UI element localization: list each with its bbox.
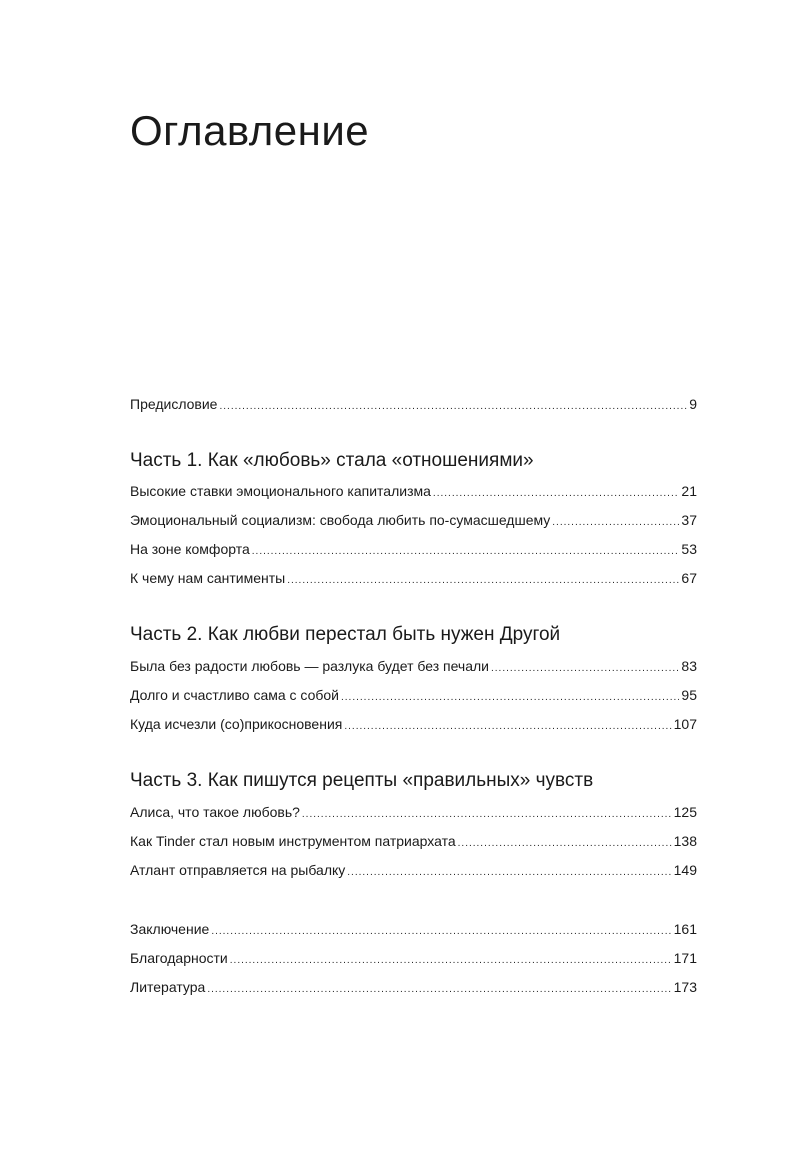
- toc-entry-page: 21: [681, 483, 697, 499]
- toc-entry-page: 83: [681, 658, 697, 674]
- dot-leader: [341, 686, 679, 707]
- toc-entry-title: Куда исчезли (со)прикосновения: [130, 716, 343, 732]
- toc-entry[interactable]: [130, 803, 697, 824]
- dot-leader: [347, 861, 671, 882]
- toc-entry-acknowledgements[interactable]: [130, 949, 697, 970]
- toc-entry-title: Эмоциональный социализм: свобода любить по-сумасшедшему: [130, 512, 551, 528]
- toc-entry-title: Предисловие: [130, 396, 218, 412]
- toc-entry[interactable]: [130, 482, 697, 503]
- toc-entry-page: 171: [673, 950, 697, 966]
- part-3-heading[interactable]: Часть 3. Как пишутся рецепты «правильных» чувств: [130, 770, 594, 791]
- dot-leader: [458, 832, 672, 853]
- toc-entry-title: На зоне комфорта: [130, 541, 250, 557]
- toc-entry-page: 173: [673, 979, 697, 995]
- toc-entry-page: 9: [689, 396, 697, 412]
- toc-entry-bibliography[interactable]: [130, 978, 697, 999]
- dot-leader: [433, 482, 680, 503]
- toc-entry-page: 53: [681, 541, 697, 557]
- toc-entry[interactable]: [130, 832, 697, 853]
- toc-entry-title: Алиса, что такое любовь?: [130, 804, 300, 820]
- dot-leader: [287, 569, 679, 590]
- toc-entry[interactable]: [130, 511, 697, 532]
- toc-entry-title: Благодарности: [130, 950, 228, 966]
- dot-leader: [552, 511, 679, 532]
- toc-entry-page: 138: [673, 833, 697, 849]
- toc-entry-title: Атлант отправляется на рыбалку: [130, 862, 346, 878]
- toc-entry-title: Была без радости любовь — разлука будет без печали: [130, 658, 489, 674]
- toc-entry-page: 37: [681, 512, 697, 528]
- dot-leader: [230, 949, 672, 970]
- toc-entry-title: Литература: [130, 979, 206, 995]
- toc-entry-title: Заключение: [130, 921, 210, 937]
- dot-leader: [491, 657, 679, 678]
- toc-entry-page: 95: [681, 687, 697, 703]
- toc-entry-preface[interactable]: [130, 395, 697, 416]
- dot-leader: [219, 395, 687, 416]
- toc-entry-title: Долго и счастливо сама с собой: [130, 687, 339, 703]
- dot-leader: [207, 978, 671, 999]
- toc-entry[interactable]: [130, 861, 697, 882]
- toc-entry-page: 161: [673, 921, 697, 937]
- toc-entry-page: 107: [673, 716, 697, 732]
- toc-entry-conclusion[interactable]: [130, 920, 697, 941]
- toc-entry-title: Высокие ставки эмоционального капитализма: [130, 483, 431, 499]
- part-1-heading[interactable]: Часть 1. Как «любовь» стала «отношениями»: [130, 450, 534, 471]
- page-title: Оглавление: [130, 107, 370, 154]
- toc-entry-title: К чему нам сантименты: [130, 570, 286, 586]
- dot-leader: [211, 920, 671, 941]
- toc-entry-title: Как Tinder стал новым инструментом патриархата: [130, 833, 456, 849]
- part-2-heading[interactable]: Часть 2. Как любви перестал быть нужен Другой: [130, 624, 561, 645]
- toc-entry[interactable]: [130, 686, 697, 707]
- toc-entry[interactable]: [130, 657, 697, 678]
- toc-entry-page: 149: [673, 862, 697, 878]
- toc-entry-page: 67: [681, 570, 697, 586]
- toc-entry[interactable]: [130, 540, 697, 561]
- dot-leader: [302, 803, 672, 824]
- toc-entry[interactable]: [130, 569, 697, 590]
- toc-entry[interactable]: [130, 715, 697, 736]
- toc-entry-page: 125: [673, 804, 697, 820]
- dot-leader: [344, 715, 671, 736]
- dot-leader: [252, 540, 680, 561]
